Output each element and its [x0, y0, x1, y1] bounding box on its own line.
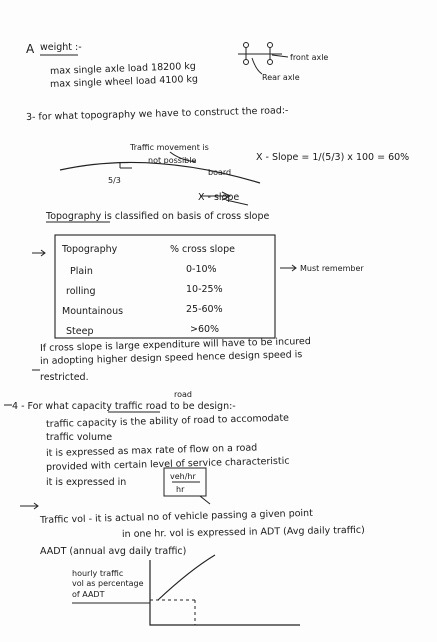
graph-ylabel-3: of AADT [72, 590, 105, 599]
traffic-movement-text: Traffic movement is [130, 143, 209, 152]
graph-ylabel-1: hourly traffic [72, 569, 124, 578]
note-line-2: in adopting higher design speed hence design speed is [39, 349, 303, 367]
front-axle-wheel-top [268, 43, 273, 48]
table-row-rolling-name: rolling [66, 286, 96, 297]
five-three-label: 5/3 [108, 176, 121, 185]
weight-heading: weight :- [40, 42, 82, 53]
max-wheel-load: max single wheel load 4100 kg [49, 73, 199, 90]
front-axle-wheel-bottom [268, 60, 273, 65]
classified-text: Topography is classified on basis of cross slope [46, 211, 270, 222]
slope-curve [60, 162, 260, 183]
note-line-1: If cross slope is large expenditure will have to be incured [39, 335, 312, 354]
table-row-plain-value: 0-10% [186, 264, 217, 275]
max-axle-load: max single axle load 18200 kg [49, 60, 197, 77]
unit-box-top: veh/hr [170, 472, 196, 481]
topography-table [55, 235, 275, 338]
table-row-mountainous-name: Mountainous [62, 306, 124, 317]
note-line-3: restricted. [40, 372, 89, 383]
traffic-vol-line-2: in one hr. vol is expressed in ADT (Avg daily traffic) [121, 524, 365, 540]
road-insert: road [174, 390, 192, 399]
must-remember-note: Must remember [300, 264, 364, 273]
table-header-topography: Topography [62, 244, 118, 255]
table-row-steep-value: >60% [190, 324, 220, 335]
table-row-rolling-value: 10-25% [186, 284, 223, 295]
rear-axle-label: Rear axle [262, 73, 300, 82]
graph-axes [150, 560, 300, 625]
capacity-line-1: traffic capacity is the ability of road to accomodate [45, 412, 290, 430]
slope-formula: X - Slope = 1/(5/3) x 100 = 60% [256, 152, 410, 163]
aadt-line: AADT (annual avg daily traffic) [40, 546, 187, 557]
table-row-mountainous-value: 25-60% [186, 304, 223, 315]
board-text: board [208, 168, 232, 177]
rear-axle-wheel-top [244, 43, 249, 48]
capacity-line-4: provided with certain level of service characteristic [45, 455, 290, 473]
front-axle-label: front axle [290, 53, 329, 62]
bullet-a: A [26, 42, 35, 56]
capacity-line-5: it is expressed in [46, 477, 127, 488]
x-slope-label: X - slope [198, 192, 240, 203]
unit-box-bottom: hr [176, 485, 185, 494]
graph-ylabel-2: vol as percentage [72, 579, 144, 588]
table-row-steep-name: Steep [66, 326, 94, 337]
rear-axle-wheel-bottom [244, 60, 249, 65]
capacity-line-2: traffic volume [46, 432, 113, 443]
traffic-vol-line-1: Traffic vol - it is actual no of vehicle passing a given point [39, 507, 314, 526]
graph-guide [150, 600, 195, 625]
q4-question: 4 - For what capacity traffic road to be design:- [12, 401, 236, 412]
capacity-line-3: it is expressed as max rate of flow on a road [45, 442, 258, 459]
table-row-plain-name: Plain [70, 266, 93, 277]
not-possible-text: not possible [148, 156, 197, 165]
graph-curve [158, 555, 215, 600]
q3-question: 3- for what topography we have to construct the road:- [25, 105, 289, 123]
table-header-slope: % cross slope [170, 244, 235, 255]
